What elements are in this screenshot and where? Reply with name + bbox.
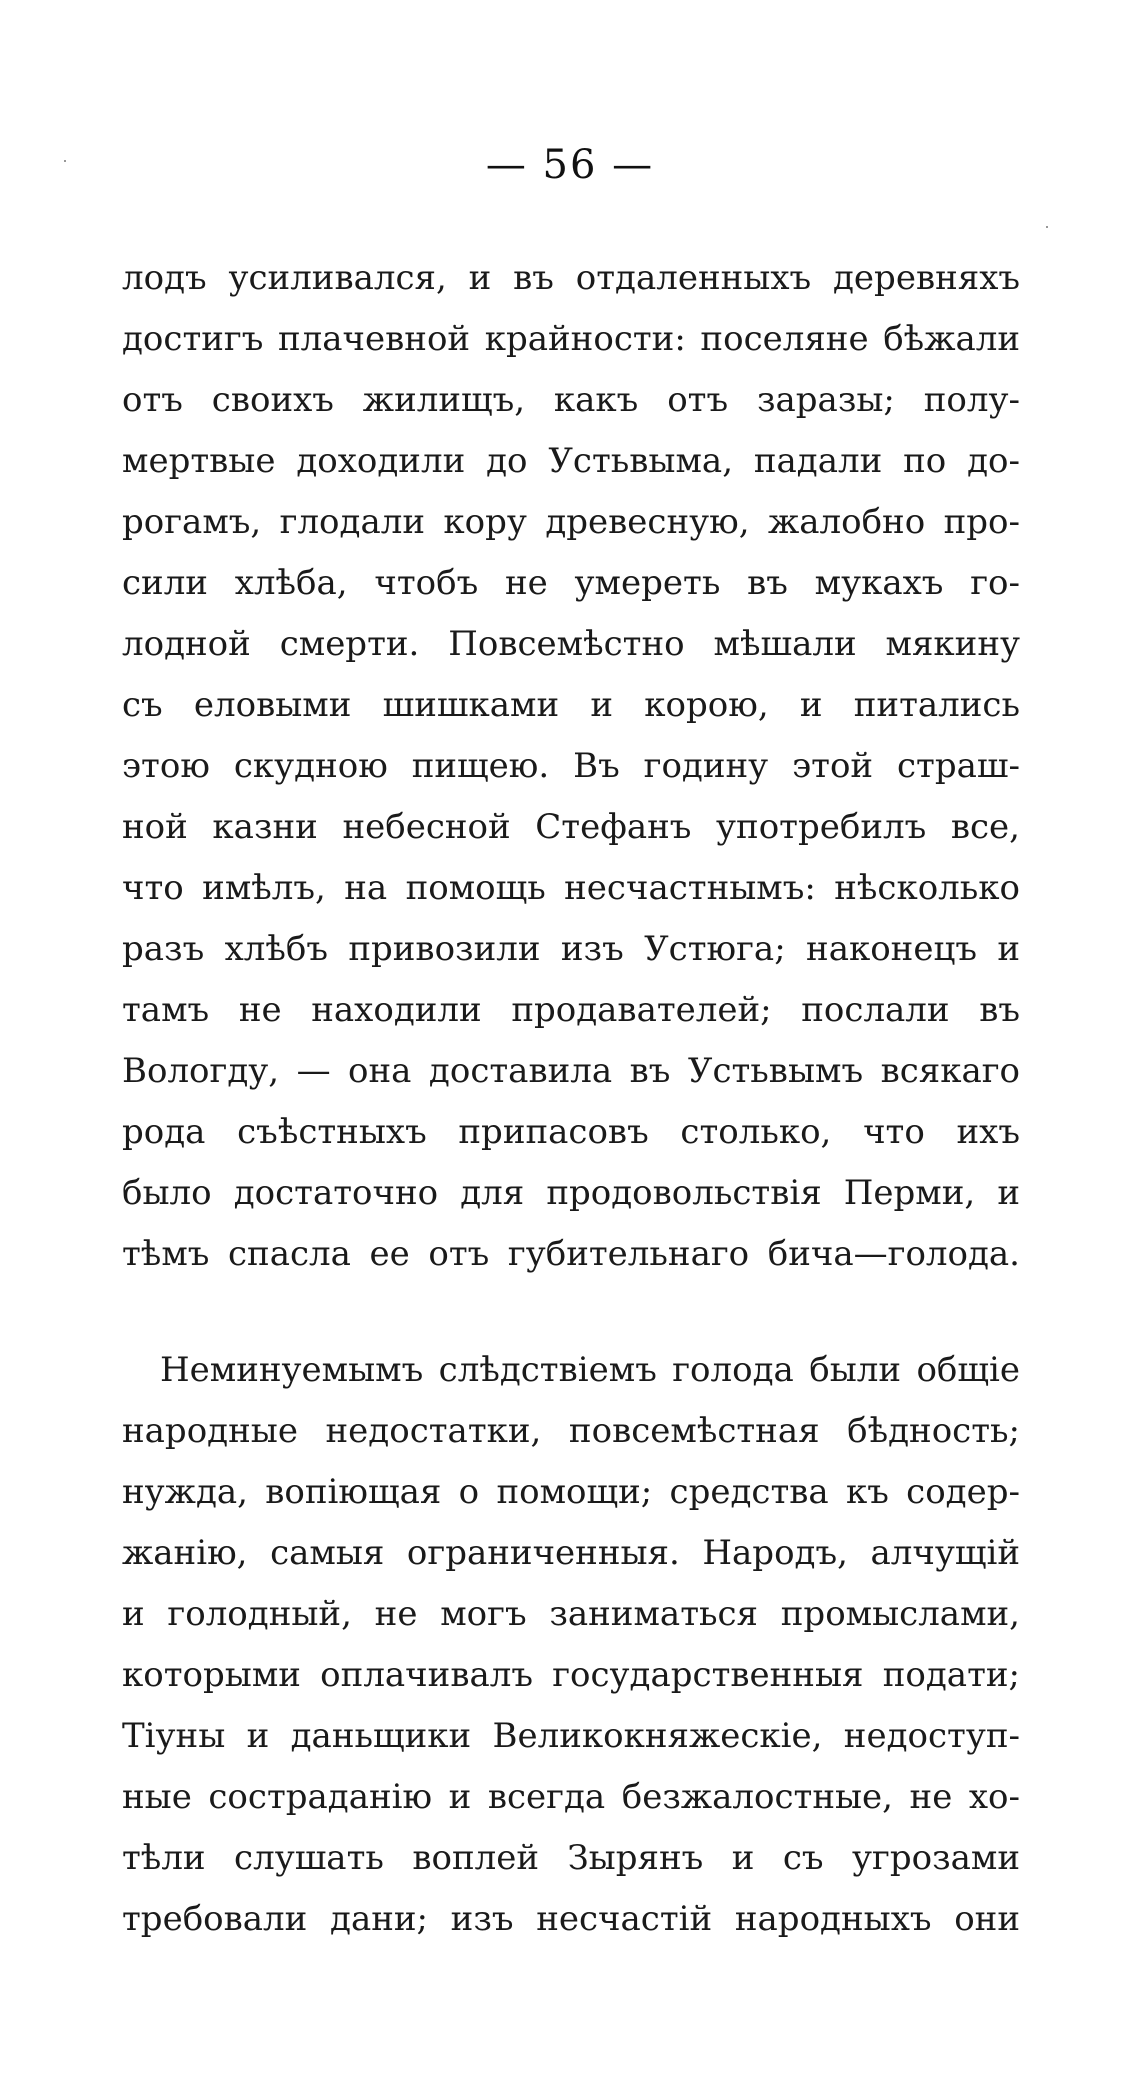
text-line: тѣли слушать воплей Зырянъ и съ угрозами: [122, 1838, 1020, 1878]
text-line: ной казни небесной Стефанъ употребилъ все,: [122, 807, 1020, 847]
text-line: этою скудною пищею. Въ годину этой страш-: [122, 746, 1020, 786]
paragraph: [122, 1340, 1020, 1950]
text-line: лодъ усиливался, и въ отдаленныхъ деревняхъ: [122, 258, 1020, 298]
text-line: тамъ не находили продавателей; послали въ: [122, 990, 1020, 1030]
text-line: нужда, вопіющая о помощи; средства къ содер-: [122, 1472, 1020, 1512]
text-line: мертвые доходили до Устьвыма, падали по до-: [122, 441, 1020, 481]
page-number: — 56 —: [485, 142, 655, 188]
text-line: народные недостатки, повсемѣстная бѣдность;: [122, 1411, 1020, 1451]
text-line: которыми оплачивалъ государственныя подати;: [122, 1655, 1020, 1695]
text-line: съ еловыми шишками и корою, и питались: [122, 685, 1020, 725]
text-line: Тіуны и даньщики Великокняжескіе, недоступ-: [122, 1716, 1020, 1756]
text-line: тѣмъ спасла ее отъ губительнаго бича—голода.: [122, 1234, 1020, 1274]
text-line: жанію, самыя ограниченныя. Народъ, алчущій: [122, 1533, 1020, 1573]
text-line: рода съѣстныхъ припасовъ столько, что ихъ: [122, 1112, 1020, 1152]
text-line: рогамъ, глодали кору древесную, жалобно про-: [122, 502, 1020, 542]
text-line: сили хлѣба, чтобъ не умереть въ мукахъ го-: [122, 563, 1020, 603]
text-line: Неминуемымъ слѣдствіемъ голода были общіе: [160, 1350, 1020, 1390]
text-line: достигъ плачевной крайности: поселяне бѣжали: [122, 319, 1020, 359]
text-line: было достаточно для продовольствія Перми, и: [122, 1173, 1020, 1213]
text-line: что имѣлъ, на помощь несчастнымъ: нѣсколько: [122, 868, 1020, 908]
text-line: отъ своихъ жилищъ, какъ отъ заразы; полу-: [122, 380, 1020, 420]
text-line: разъ хлѣбъ привозили изъ Устюга; наконецъ и: [122, 929, 1020, 969]
text-line: требовали дани; изъ несчастій народныхъ они: [122, 1899, 1020, 1939]
text-line: лодной смерти. Повсемѣстно мѣшали мякину: [122, 624, 1020, 664]
text-line: Вологду, — она доставила въ Устьвымъ всякаго: [122, 1051, 1020, 1091]
text-line: и голодный, не могъ заниматься промыслами,: [122, 1594, 1020, 1634]
paragraph-continuation: [122, 248, 1020, 1285]
scan-speck: [1046, 226, 1048, 228]
text-line: ные состраданію и всегда безжалостные, не хо-: [122, 1777, 1020, 1817]
